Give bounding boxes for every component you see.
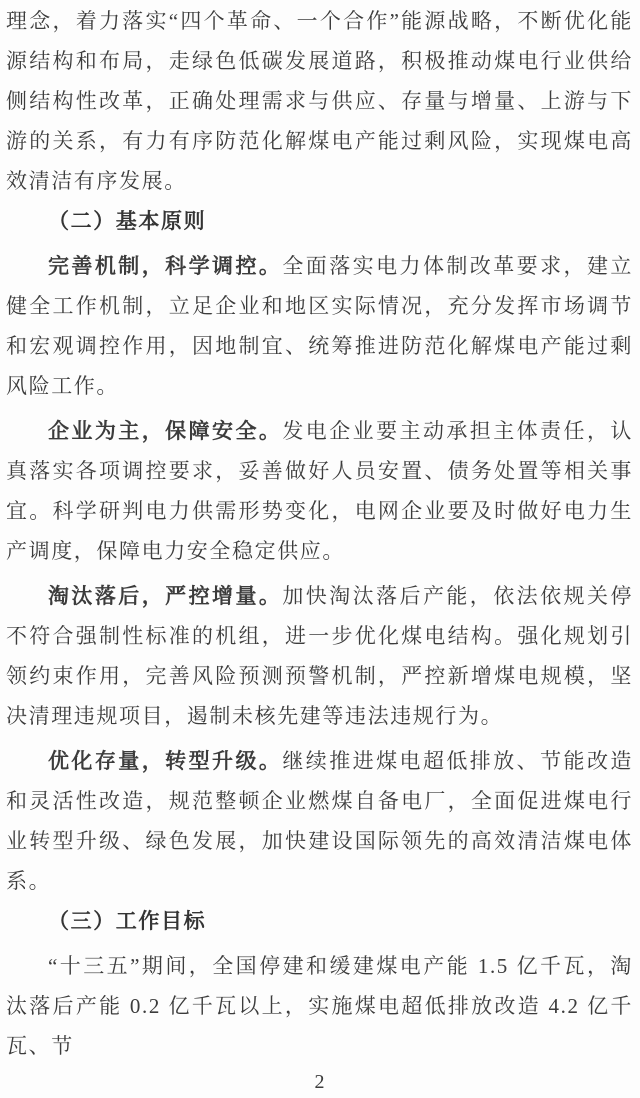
paragraph-text: 理念，着力落实“四个革命、一个合作”能源战略，不断优化能源结构和布局，走绿色低碳发展道路，积极推动煤电行业供给侧结构性改革，正确处理需求与供应、存量与增量、上游与下游的关系，有力有序防范化解煤电产能过剩风险，实现煤电高效清洁有序发展。	[6, 9, 633, 193]
section-heading: （三）工作目标	[48, 909, 207, 933]
paragraph-text: 继续推进煤电超低排放、节能改造和灵活性改造，规范整顿企业燃煤自备电厂，全面促进煤电行业转型升级、绿色发展，加快建设国际领先的高效清洁煤电体系。	[6, 749, 634, 893]
document-body	[6, 1, 633, 1066]
paragraph	[6, 246, 633, 406]
paragraph	[6, 411, 633, 571]
paragraph-lead: 完善机制，科学调控。	[48, 254, 283, 278]
section-heading: （二）基本原则	[48, 209, 207, 233]
paragraph-text: 全面落实电力体制改革要求，建立健全工作机制，立足企业和地区实际情况，充分发挥市场调节和宏观调控作用，因地制宜、统筹推进防范化解煤电产能过剩风险工作。	[6, 254, 634, 398]
paragraph-text: 加快淘汰落后产能，依法依规关停不符合强制性标准的机组，进一步优化煤电结构。强化规划引领约束作用，完善风险预测预警机制，严控新增煤电规模，坚决清理违规项目，遏制未核先建等违法违规行为。	[6, 584, 634, 728]
paragraph-text: “十三五”期间，全国停建和缓建煤电产能 1.5 亿千瓦，淘汰落后产能 0.2 亿千瓦以上，实施煤电超低排放改造 4.2 亿千瓦、节	[6, 954, 633, 1058]
paragraph	[6, 946, 633, 1066]
page-number: 2	[314, 1071, 325, 1093]
paragraph-text: 发电企业要主动承担主体责任，认真落实各项调控要求，妥善做好人员安置、债务处置等相关事宜。科学研判电力供需形势变化，电网企业要及时做好电力生产调度，保障电力安全稳定供应。	[6, 419, 634, 563]
paragraph	[6, 576, 633, 736]
paragraph	[6, 1, 633, 201]
paragraph-lead: 优化存量，转型升级。	[48, 749, 283, 773]
paragraph-lead: 淘汰落后，严控增量。	[48, 584, 283, 608]
paragraph	[6, 741, 633, 901]
paragraph-lead: 企业为主，保障安全。	[48, 419, 283, 443]
